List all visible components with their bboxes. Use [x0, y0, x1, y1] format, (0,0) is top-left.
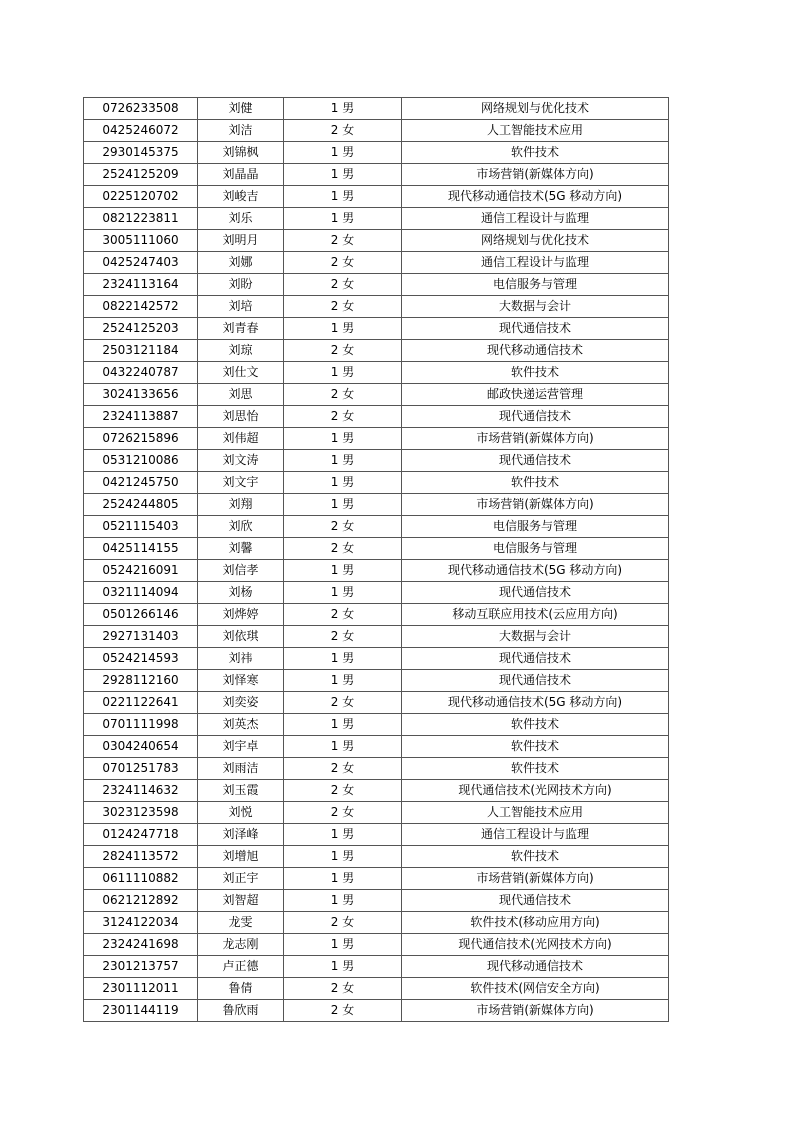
table-row — [84, 934, 669, 956]
student-name-cell: 刘正宇 — [198, 868, 284, 890]
gender-cell: 1 男 — [284, 142, 402, 164]
major-cell: 网络规划与优化技术 — [402, 98, 669, 120]
student-id-cell: 3005111060 — [84, 230, 198, 252]
student-id-cell: 0531210086 — [84, 450, 198, 472]
major-cell: 邮政快递运营管理 — [402, 384, 669, 406]
gender-cell: 2 女 — [284, 758, 402, 780]
table-row — [84, 384, 669, 406]
student-id-cell: 2301213757 — [84, 956, 198, 978]
student-name-cell: 刘悦 — [198, 802, 284, 824]
student-name-cell: 刘青春 — [198, 318, 284, 340]
table-row — [84, 120, 669, 142]
table-row — [84, 846, 669, 868]
table-row — [84, 406, 669, 428]
major-cell: 现代通信技术(光网技术方向) — [402, 780, 669, 802]
gender-cell: 2 女 — [284, 120, 402, 142]
major-cell: 现代移动通信技术(5G 移动方向) — [402, 560, 669, 582]
student-id-cell: 0425114155 — [84, 538, 198, 560]
student-name-cell: 刘增旭 — [198, 846, 284, 868]
student-id-cell: 0225120702 — [84, 186, 198, 208]
student-name-cell: 刘乐 — [198, 208, 284, 230]
table-row — [84, 318, 669, 340]
student-name-cell: 刘思 — [198, 384, 284, 406]
gender-cell: 2 女 — [284, 516, 402, 538]
gender-cell: 1 男 — [284, 648, 402, 670]
gender-cell: 1 男 — [284, 956, 402, 978]
student-name-cell: 刘怿寒 — [198, 670, 284, 692]
major-cell: 软件技术(移动应用方向) — [402, 912, 669, 934]
gender-cell: 2 女 — [284, 384, 402, 406]
table-row — [84, 736, 669, 758]
gender-cell: 1 男 — [284, 208, 402, 230]
major-cell: 市场营销(新媒体方向) — [402, 428, 669, 450]
student-name-cell: 龙志刚 — [198, 934, 284, 956]
student-id-cell: 0726233508 — [84, 98, 198, 120]
student-id-cell: 2324113164 — [84, 274, 198, 296]
student-name-cell: 刘智超 — [198, 890, 284, 912]
student-id-cell: 2524125203 — [84, 318, 198, 340]
student-id-cell: 2324113887 — [84, 406, 198, 428]
table-row — [84, 494, 669, 516]
gender-cell: 2 女 — [284, 252, 402, 274]
gender-cell: 2 女 — [284, 340, 402, 362]
gender-cell: 2 女 — [284, 230, 402, 252]
table-row — [84, 912, 669, 934]
major-cell: 软件技术 — [402, 736, 669, 758]
student-id-cell: 3023123598 — [84, 802, 198, 824]
student-name-cell: 刘宇卓 — [198, 736, 284, 758]
major-cell: 现代通信技术 — [402, 582, 669, 604]
student-id-cell: 0501266146 — [84, 604, 198, 626]
gender-cell: 1 男 — [284, 164, 402, 186]
major-cell: 现代移动通信技术 — [402, 340, 669, 362]
gender-cell: 1 男 — [284, 846, 402, 868]
student-id-cell: 0425246072 — [84, 120, 198, 142]
student-name-cell: 刘盼 — [198, 274, 284, 296]
student-id-cell: 2824113572 — [84, 846, 198, 868]
gender-cell: 1 男 — [284, 428, 402, 450]
major-cell: 通信工程设计与监理 — [402, 208, 669, 230]
table-row — [84, 890, 669, 912]
student-id-cell: 0304240654 — [84, 736, 198, 758]
table-row — [84, 626, 669, 648]
major-cell: 现代通信技术 — [402, 318, 669, 340]
student-id-cell: 0726215896 — [84, 428, 198, 450]
gender-cell: 1 男 — [284, 98, 402, 120]
student-name-cell: 鲁倩 — [198, 978, 284, 1000]
student-id-cell: 0321114094 — [84, 582, 198, 604]
gender-cell: 2 女 — [284, 780, 402, 802]
gender-cell: 2 女 — [284, 406, 402, 428]
student-name-cell: 鲁欣雨 — [198, 1000, 284, 1022]
student-id-cell: 0124247718 — [84, 824, 198, 846]
student-name-cell: 刘伟超 — [198, 428, 284, 450]
student-id-cell: 2928112160 — [84, 670, 198, 692]
table-row — [84, 362, 669, 384]
student-id-cell: 0421245750 — [84, 472, 198, 494]
table-row — [84, 428, 669, 450]
table-row — [84, 516, 669, 538]
student-name-cell: 刘奕姿 — [198, 692, 284, 714]
student-id-cell: 0432240787 — [84, 362, 198, 384]
student-name-cell: 刘明月 — [198, 230, 284, 252]
student-name-cell: 刘馨 — [198, 538, 284, 560]
student-name-cell: 刘文宇 — [198, 472, 284, 494]
student-name-cell: 卢正德 — [198, 956, 284, 978]
major-cell: 现代通信技术 — [402, 450, 669, 472]
major-cell: 市场营销(新媒体方向) — [402, 164, 669, 186]
table-row — [84, 252, 669, 274]
table-row — [84, 450, 669, 472]
major-cell: 现代移动通信技术 — [402, 956, 669, 978]
student-name-cell: 刘烨婷 — [198, 604, 284, 626]
major-cell: 现代移动通信技术(5G 移动方向) — [402, 692, 669, 714]
major-cell: 人工智能技术应用 — [402, 802, 669, 824]
student-id-cell: 2301112011 — [84, 978, 198, 1000]
student-name-cell: 刘洁 — [198, 120, 284, 142]
major-cell: 电信服务与管理 — [402, 516, 669, 538]
student-name-cell: 刘信孝 — [198, 560, 284, 582]
table-row — [84, 648, 669, 670]
gender-cell: 2 女 — [284, 912, 402, 934]
student-id-cell: 0221122641 — [84, 692, 198, 714]
student-id-cell: 2324114632 — [84, 780, 198, 802]
table-row — [84, 186, 669, 208]
table-row — [84, 560, 669, 582]
table-row — [84, 340, 669, 362]
student-roster-table — [83, 97, 669, 1022]
major-cell: 软件技术 — [402, 758, 669, 780]
student-name-cell: 刘欣 — [198, 516, 284, 538]
major-cell: 软件技术 — [402, 142, 669, 164]
gender-cell: 1 男 — [284, 472, 402, 494]
table-row — [84, 956, 669, 978]
student-name-cell: 刘翔 — [198, 494, 284, 516]
student-name-cell: 刘杨 — [198, 582, 284, 604]
major-cell: 软件技术 — [402, 714, 669, 736]
major-cell: 软件技术 — [402, 362, 669, 384]
student-id-cell: 2524244805 — [84, 494, 198, 516]
gender-cell: 2 女 — [284, 978, 402, 1000]
student-name-cell: 龙雯 — [198, 912, 284, 934]
major-cell: 软件技术 — [402, 846, 669, 868]
gender-cell: 1 男 — [284, 582, 402, 604]
major-cell: 现代移动通信技术(5G 移动方向) — [402, 186, 669, 208]
student-id-cell: 2524125209 — [84, 164, 198, 186]
gender-cell: 2 女 — [284, 802, 402, 824]
table-row — [84, 582, 669, 604]
student-name-cell: 刘祎 — [198, 648, 284, 670]
gender-cell: 2 女 — [284, 538, 402, 560]
major-cell: 电信服务与管理 — [402, 538, 669, 560]
table-row — [84, 714, 669, 736]
gender-cell: 1 男 — [284, 186, 402, 208]
table-row — [84, 802, 669, 824]
student-id-cell: 2324241698 — [84, 934, 198, 956]
major-cell: 大数据与会计 — [402, 626, 669, 648]
table-row — [84, 274, 669, 296]
major-cell: 网络规划与优化技术 — [402, 230, 669, 252]
major-cell: 软件技术 — [402, 472, 669, 494]
student-name-cell: 刘泽峰 — [198, 824, 284, 846]
student-id-cell: 0621212892 — [84, 890, 198, 912]
gender-cell: 2 女 — [284, 1000, 402, 1022]
gender-cell: 2 女 — [284, 274, 402, 296]
table-row — [84, 208, 669, 230]
table-row — [84, 98, 669, 120]
student-id-cell: 2927131403 — [84, 626, 198, 648]
student-name-cell: 刘雨洁 — [198, 758, 284, 780]
gender-cell: 1 男 — [284, 736, 402, 758]
student-name-cell: 刘锦枫 — [198, 142, 284, 164]
table-row — [84, 1000, 669, 1022]
gender-cell: 1 男 — [284, 890, 402, 912]
major-cell: 软件技术(网信安全方向) — [402, 978, 669, 1000]
gender-cell: 1 男 — [284, 714, 402, 736]
major-cell: 现代通信技术 — [402, 890, 669, 912]
student-id-cell: 0425247403 — [84, 252, 198, 274]
gender-cell: 1 男 — [284, 494, 402, 516]
gender-cell: 2 女 — [284, 296, 402, 318]
student-id-cell: 0524216091 — [84, 560, 198, 582]
major-cell: 现代通信技术(光网技术方向) — [402, 934, 669, 956]
student-name-cell: 刘健 — [198, 98, 284, 120]
table-row — [84, 230, 669, 252]
major-cell: 电信服务与管理 — [402, 274, 669, 296]
student-id-cell: 3024133656 — [84, 384, 198, 406]
student-name-cell: 刘思怡 — [198, 406, 284, 428]
student-id-cell: 2503121184 — [84, 340, 198, 362]
student-id-cell: 2930145375 — [84, 142, 198, 164]
major-cell: 现代通信技术 — [402, 670, 669, 692]
table-row — [84, 670, 669, 692]
gender-cell: 1 男 — [284, 318, 402, 340]
gender-cell: 1 男 — [284, 934, 402, 956]
student-id-cell: 3124122034 — [84, 912, 198, 934]
major-cell: 通信工程设计与监理 — [402, 824, 669, 846]
student-id-cell: 0701251783 — [84, 758, 198, 780]
table-row — [84, 978, 669, 1000]
table-row — [84, 868, 669, 890]
student-name-cell: 刘玉霞 — [198, 780, 284, 802]
gender-cell: 2 女 — [284, 604, 402, 626]
gender-cell: 1 男 — [284, 362, 402, 384]
student-id-cell: 0701111998 — [84, 714, 198, 736]
major-cell: 大数据与会计 — [402, 296, 669, 318]
table-row — [84, 296, 669, 318]
roster-body — [84, 98, 669, 1022]
major-cell: 移动互联应用技术(云应用方向) — [402, 604, 669, 626]
table-row — [84, 604, 669, 626]
gender-cell: 1 男 — [284, 450, 402, 472]
student-name-cell: 刘娜 — [198, 252, 284, 274]
table-row — [84, 780, 669, 802]
major-cell: 市场营销(新媒体方向) — [402, 1000, 669, 1022]
major-cell: 市场营销(新媒体方向) — [402, 868, 669, 890]
major-cell: 人工智能技术应用 — [402, 120, 669, 142]
student-id-cell: 0524214593 — [84, 648, 198, 670]
student-name-cell: 刘琼 — [198, 340, 284, 362]
student-id-cell: 0521115403 — [84, 516, 198, 538]
student-name-cell: 刘依琪 — [198, 626, 284, 648]
table-row — [84, 824, 669, 846]
major-cell: 通信工程设计与监理 — [402, 252, 669, 274]
table-row — [84, 758, 669, 780]
table-row — [84, 472, 669, 494]
gender-cell: 2 女 — [284, 692, 402, 714]
table-row — [84, 164, 669, 186]
gender-cell: 1 男 — [284, 824, 402, 846]
student-id-cell: 2301144119 — [84, 1000, 198, 1022]
student-id-cell: 0822142572 — [84, 296, 198, 318]
student-name-cell: 刘晶晶 — [198, 164, 284, 186]
student-id-cell: 0611110882 — [84, 868, 198, 890]
student-name-cell: 刘英杰 — [198, 714, 284, 736]
table-row — [84, 538, 669, 560]
student-id-cell: 0821223811 — [84, 208, 198, 230]
major-cell: 现代通信技术 — [402, 648, 669, 670]
major-cell: 市场营销(新媒体方向) — [402, 494, 669, 516]
table-row — [84, 692, 669, 714]
gender-cell: 2 女 — [284, 626, 402, 648]
student-name-cell: 刘仕文 — [198, 362, 284, 384]
table-row — [84, 142, 669, 164]
student-name-cell: 刘峻吉 — [198, 186, 284, 208]
major-cell: 现代通信技术 — [402, 406, 669, 428]
gender-cell: 1 男 — [284, 670, 402, 692]
gender-cell: 1 男 — [284, 868, 402, 890]
student-name-cell: 刘文涛 — [198, 450, 284, 472]
gender-cell: 1 男 — [284, 560, 402, 582]
student-name-cell: 刘培 — [198, 296, 284, 318]
